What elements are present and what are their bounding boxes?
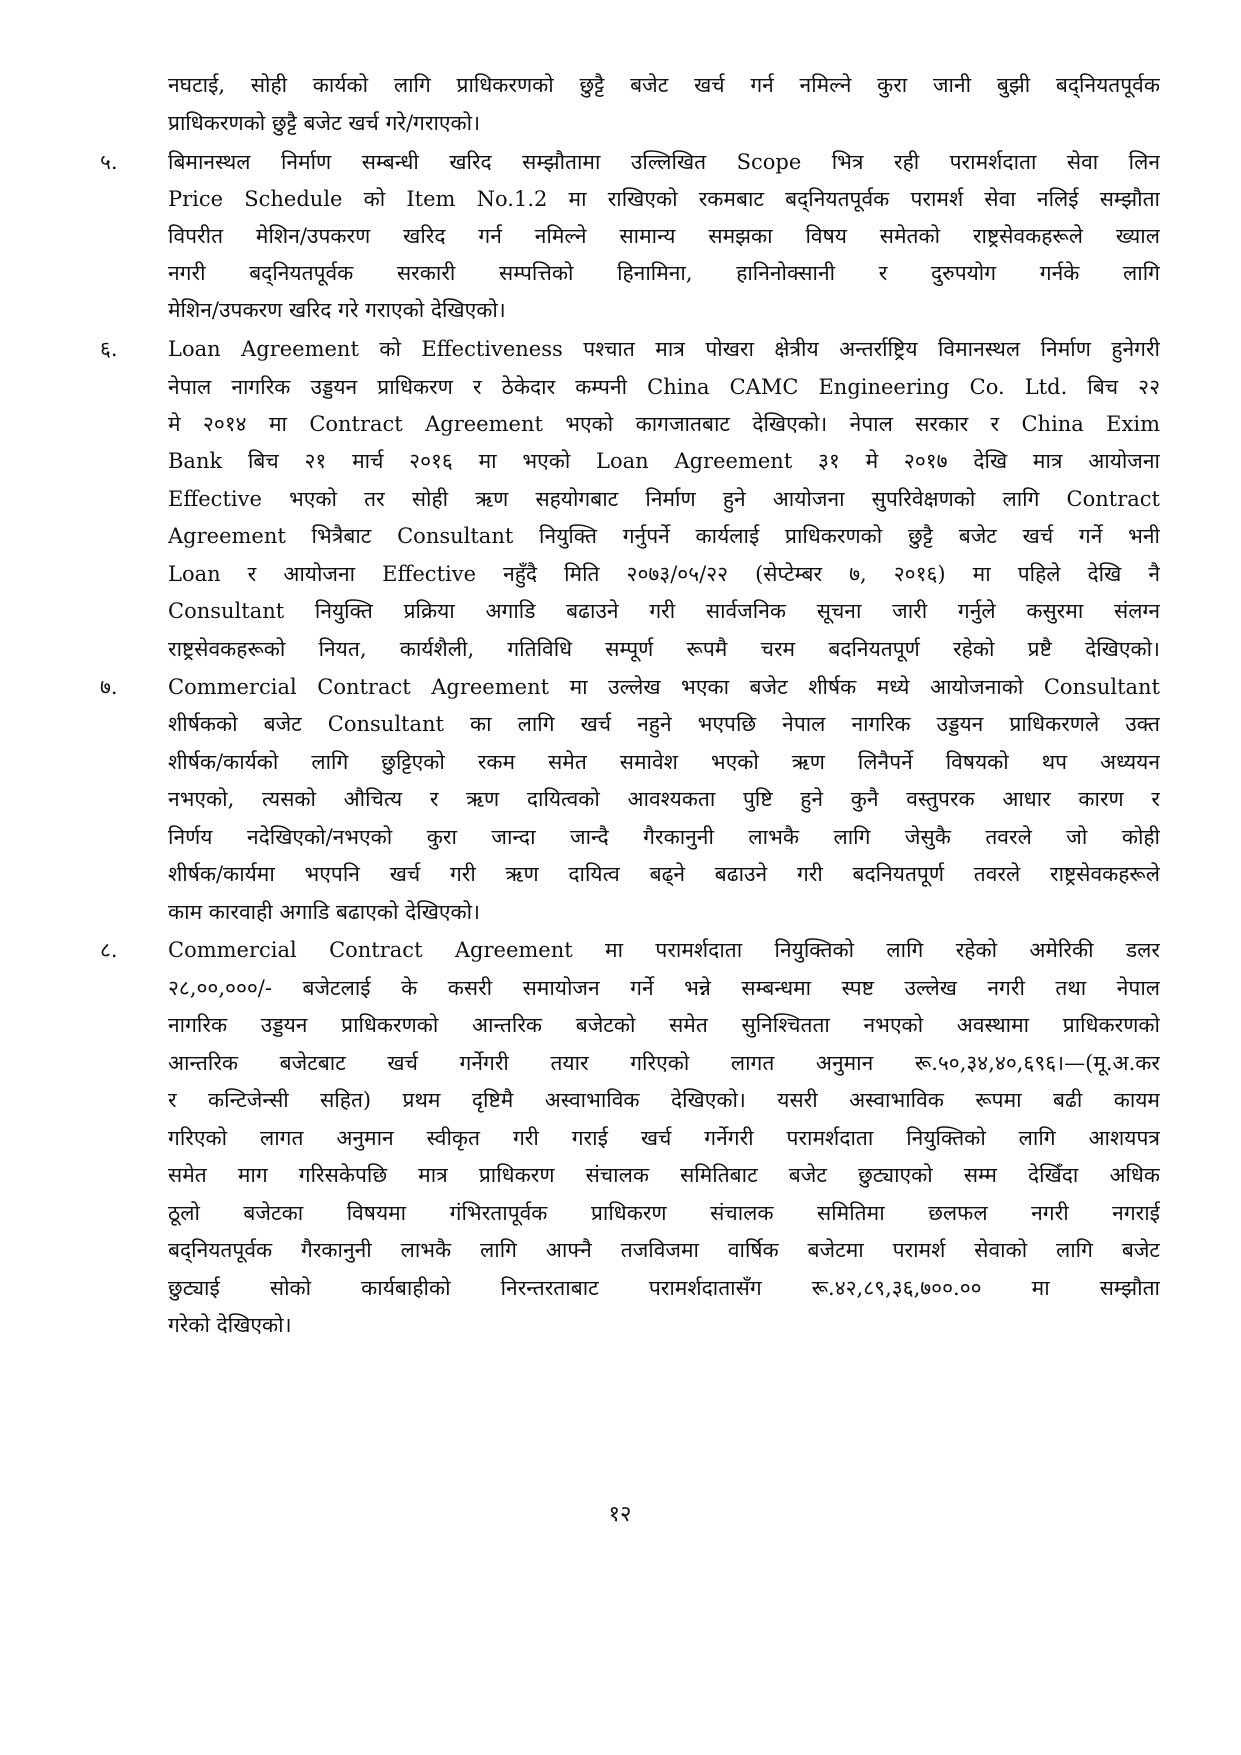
text-line: मे २०१४ मा Contract Agreement भएको कागजातबाट देखिएको। नेपाल सरकार र China Exim xyxy=(168,412,1160,436)
text-line: र कन्टिजेन्सी सहित) प्रथम दृष्टिमै अस्वाभाविक देखिएको। यसरी अस्वाभाविक रूपमा बढी कायम xyxy=(168,1088,1160,1112)
text-line: समेत माग गरिसकेपछि मात्र प्राधिकरण संचालक समितिबाट बजेट छुट्याएको सम्म देखिँदा अधिक xyxy=(168,1163,1160,1187)
text-line: Agreement भित्रैबाट Consultant नियुक्ति गर्नुपर्ने कार्यलाई प्राधिकरणको छुट्टै बजेट खर्च गर्ने भनी xyxy=(168,524,1160,548)
page-number: १२ xyxy=(608,1502,632,1527)
text-line: नेपाल नागरिक उड्डयन प्राधिकरण र ठेकेदार कम्पनी China CAMC Engineering Co. Ltd. बिच २२ xyxy=(168,375,1160,399)
text-line: नागरिक उड्डयन प्राधिकरणको आन्तरिक बजेटको समेत सुनिश्चितता नभएको अवस्थामा प्राधिकरणको xyxy=(168,1013,1160,1037)
text-line: Loan र आयोजना Effective नहुँदै मिति २०७३/०५/२२ (सेप्टेम्बर ७, २०१६) मा पहिले देखि नै xyxy=(168,562,1160,586)
item-number: ७. xyxy=(100,675,118,699)
text-line: काम कारवाही अगाडि बढाएको देखिएको। xyxy=(168,900,481,924)
text-line: बिमानस्थल निर्माण सम्बन्धी खरिद सम्झौतामा उल्लिखित Scope भित्र रही परामर्शदाता सेवा लिन xyxy=(168,150,1160,174)
text-line: Commercial Contract Agreement मा परामर्शदाता नियुक्तिको लागि रहेको अमेरिकी डलर xyxy=(168,938,1160,962)
text-line: २८,००,०००/- बजेटलाई के कसरी समायोजन गर्ने भन्ने सम्बन्धमा स्पष्ट उल्लेख नगरी तथा नेपाल xyxy=(168,976,1160,1000)
text-line: ठूलो बजेटका विषयमा गंभिरतापूर्वक प्राधिकरण संचालक समितिमा छलफल नगरी नगराई xyxy=(168,1201,1160,1225)
text-line: राष्ट्रसेवकहरूको नियत, कार्यशैली, गतिविधि सम्पूर्ण रूपमै चरम बदनियतपूर्ण रहेको प्रष्टै देखिएको। xyxy=(168,637,1160,661)
text-line: छुट्याई सोको कार्यबाहीको निरन्तरताबाट परामर्शदातासँग रू.४२,८९,३६,७००.०० मा सम्झौता xyxy=(168,1276,1160,1300)
text-line: नघटाई, सोही कार्यको लागि प्राधिकरणको छुट्टै बजेट खर्च गर्न नमिल्ने कुरा जानी बुझी बद्नियतपूर्वक xyxy=(168,73,1160,97)
text-line: विपरीत मेशिन/उपकरण खरिद गर्न नमिल्ने सामान्य समझका विषय समेतको राष्ट्रसेवकहरूले ख्याल xyxy=(168,224,1160,248)
text-line: प्राधिकरणको छुट्टै बजेट खर्च गरे/गराएको। xyxy=(168,111,481,135)
text-line: निर्णय नदेखिएको/नभएको कुरा जान्दा जान्दै गैरकानुनी लाभकै लागि जेसुकै तवरले जो कोही xyxy=(168,825,1160,849)
text-line: बद्नियतपूर्वक गैरकानुनी लाभकै लागि आफ्नै तजविजमा वार्षिक बजेटमा परामर्श सेवाको लागि बजेट xyxy=(168,1238,1160,1262)
item-number: ८. xyxy=(100,938,118,962)
text-line: Effective भएको तर सोही ऋण सहयोगबाट निर्माण हुने आयोजना सुपरिवेक्षणको लागि Contract xyxy=(168,487,1160,511)
text-line: Price Schedule को Item No.1.2 मा राखिएको रकमबाट बद्नियतपूर्वक परामर्श सेवा नलिई सम्झौता xyxy=(168,187,1160,211)
text-line: आन्तरिक बजेटबाट खर्च गर्नेगरी तयार गरिएको लागत अनुमान रू.५०,३४,४०,६९६।—(मू.अ.कर xyxy=(168,1051,1160,1075)
text-line: Bank बिच २१ मार्च २०१६ मा भएको Loan Agreement ३१ मे २०१७ देखि मात्र आयोजना xyxy=(168,449,1160,473)
text-line: शीर्षक/कार्यको लागि छुट्टिएको रकम समेत समावेश भएको ऋण लिनैपर्ने विषयको थप अध्ययन xyxy=(168,750,1160,774)
text-line: नभएको, त्यसको औचित्य र ऋण दायित्वको आवश्यकता पुष्टि हुने कुनै वस्तुपरक आधार कारण र xyxy=(168,787,1160,811)
item-number: ५. xyxy=(100,150,118,174)
text-line: नगरी बद्नियतपूर्वक सरकारी सम्पत्तिको हिनामिना, हानिनोक्सानी र दुरुपयोग गर्नके लागि xyxy=(168,261,1160,285)
text-line: शीर्षक/कार्यमा भएपनि खर्च गरी ऋण दायित्व बढ्ने बढाउने गरी बदनियतपूर्ण तवरले राष्ट्रसेवकहरूले xyxy=(168,862,1160,886)
text-line: मेशिन/उपकरण खरिद गरे गराएको देखिएको। xyxy=(168,298,506,322)
text-line: गरिएको लागत अनुमान स्वीकृत गरी गराई खर्च गर्नेगरी परामर्शदाता नियुक्तिको लागि आशयपत्र xyxy=(168,1126,1160,1150)
text-line: शीर्षकको बजेट Consultant का लागि खर्च नहुने भएपछि नेपाल नागरिक उड्डयन प्राधिकरणले उक्त xyxy=(168,712,1160,736)
text-line: गरेको देखिएको। xyxy=(168,1313,292,1337)
text-line: Consultant नियुक्ति प्रक्रिया अगाडि बढाउने गरी सार्वजनिक सूचना जारी गर्नुले कसुरमा संलग्न xyxy=(168,599,1160,623)
item-number: ६. xyxy=(100,337,118,361)
text-line: Loan Agreement को Effectiveness पश्चात मात्र पोखरा क्षेत्रीय अन्तर्राष्ट्रिय विमानस्थल निर्माण हुनेगरी xyxy=(168,337,1160,361)
text-line: Commercial Contract Agreement मा उल्लेख भएका बजेट शीर्षक मध्ये आयोजनाको Consultant xyxy=(168,675,1160,699)
